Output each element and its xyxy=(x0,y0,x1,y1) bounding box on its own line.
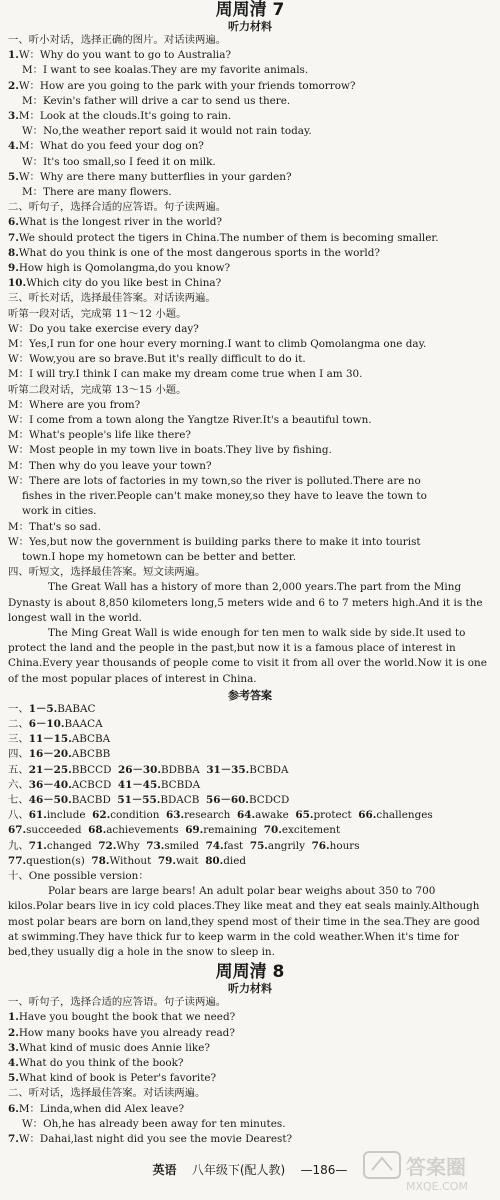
line-text: W：I come from a town along the Yangtze River.It's a beautiful town. xyxy=(8,414,372,427)
line-text: M：There are many flowers. xyxy=(22,186,172,199)
line-text: W：No,the weather report said it would not rain today. xyxy=(22,125,312,138)
script-line xyxy=(8,520,492,535)
line-text: What kind of music does Annie like? xyxy=(18,1041,210,1054)
script-line xyxy=(8,155,492,170)
answer-number: 68. xyxy=(88,824,107,837)
answer-row xyxy=(8,808,492,823)
script-line xyxy=(8,200,492,215)
answer-row xyxy=(8,778,492,793)
answer-value: BCDCD xyxy=(248,793,290,806)
script-line xyxy=(8,139,492,154)
answer-number: 62. xyxy=(92,809,111,822)
line-text: M：I will try.I think I can make my dream come true when I am 30. xyxy=(8,368,363,381)
section-title: 周周清 8 xyxy=(215,962,285,983)
script-line xyxy=(8,398,492,413)
script-line xyxy=(8,474,492,489)
line-text: work in cities. xyxy=(22,505,97,518)
line-text: W：It's too small,so I feed it on milk. xyxy=(22,155,216,168)
answer-row xyxy=(8,717,492,732)
script-line xyxy=(8,550,492,565)
answer-part-label: 二、 xyxy=(8,717,29,730)
script-line xyxy=(8,383,492,398)
listening-script xyxy=(8,995,492,1147)
item-number: 3. xyxy=(8,110,19,123)
answer-value: died xyxy=(223,854,247,867)
item-number: 2. xyxy=(8,79,19,92)
answer-row xyxy=(8,793,492,808)
line-text: How high is Qomolangma,do you know? xyxy=(18,262,231,275)
answer-row xyxy=(8,854,492,869)
answer-number: 67. xyxy=(8,824,27,837)
answer-number: 80. xyxy=(205,854,224,867)
answer-part-label: 四、 xyxy=(8,748,29,761)
answer-value: BBCCD xyxy=(71,763,112,776)
script-line xyxy=(8,185,492,200)
answer-value: research xyxy=(184,809,231,822)
line-text: W：Most people in my town live in boats.They live by fishing. xyxy=(8,444,332,457)
script-line xyxy=(8,1117,492,1132)
answer-number: 6－10. xyxy=(28,717,65,730)
script-line xyxy=(8,1010,492,1025)
script-line xyxy=(8,428,492,443)
answer-value: succeeded xyxy=(26,824,82,837)
script-line xyxy=(8,276,492,291)
answer-row xyxy=(8,839,492,854)
answer-part-label: 五、 xyxy=(8,763,29,776)
svg-text:MXQE.COM: MXQE.COM xyxy=(406,1180,468,1193)
answer-value: hours xyxy=(329,839,360,852)
line-text: M：Linda,when did Alex leave? xyxy=(18,1102,185,1115)
answer-number: 1－5. xyxy=(28,702,58,715)
script-line xyxy=(8,352,492,367)
listening-material-heading: 听力材料 xyxy=(228,982,272,996)
answer-number: 61. xyxy=(28,809,47,822)
item-number: 7. xyxy=(8,231,19,244)
item-number: 4. xyxy=(8,140,19,153)
script-line xyxy=(8,413,492,428)
line-text: 听第二段对话，完成第 13～15 小题。 xyxy=(8,383,187,396)
answer-value: angrily xyxy=(267,839,305,852)
script-line xyxy=(8,79,492,94)
line-text: M：What do you feed your dog on? xyxy=(18,140,204,153)
answer-number: 65. xyxy=(295,809,314,822)
script-line xyxy=(8,1102,492,1117)
line-text: W：Wow,you are so brave.But it's really difficult to do it. xyxy=(8,353,306,366)
passage-paragraph: The Ming Great Wall is wide enough for ten men to walk side by side.It used to protect the land and the people in the past,but now it is a famous place of interest in China.Every year thousands of people come to visit it from all over the world.Now it is one of the most popular places of interest in China. xyxy=(8,626,487,685)
answer-part-label: 九、 xyxy=(8,839,29,852)
answer-number: 26－30. xyxy=(118,763,161,776)
answer-number: 11－15. xyxy=(28,733,72,746)
answer-value: excitement xyxy=(281,824,341,837)
answer-part-label: 七、 xyxy=(8,793,29,806)
footer-grade: 八年级下(配人教) xyxy=(191,1163,286,1177)
script-line xyxy=(8,109,492,124)
answer-row xyxy=(8,732,492,747)
script-line xyxy=(8,1041,492,1056)
script-line xyxy=(8,1132,492,1147)
writing-label: 十、One possible version： xyxy=(8,869,149,882)
answer-number: 66. xyxy=(358,809,377,822)
answer-number: 72. xyxy=(98,839,117,852)
answer-number: 51－55. xyxy=(117,793,161,806)
item-number: 1. xyxy=(8,1011,19,1024)
script-line xyxy=(8,1026,492,1041)
script-line xyxy=(8,124,492,139)
script-line xyxy=(8,565,492,580)
script-line xyxy=(8,337,492,352)
script-line xyxy=(8,231,492,246)
answer-value: ACBCD xyxy=(71,778,112,791)
line-text: W：Yes,but now the government is building parks there to make it into tourist xyxy=(8,535,421,548)
item-number: 10. xyxy=(8,277,27,290)
script-line xyxy=(8,246,492,261)
line-text: What kind of book is Peter's favorite? xyxy=(18,1072,217,1085)
answer-value: BACBD xyxy=(71,793,111,806)
listening-material-heading: 听力材料 xyxy=(228,20,272,33)
line-text: W：Why do you want to go to Australia? xyxy=(18,49,232,62)
item-number: 3. xyxy=(8,1041,19,1054)
section-week-7 xyxy=(8,0,492,687)
line-text: 二、听对话，选择最佳答案。对话读两遍。 xyxy=(8,1087,206,1100)
answer-value: Without xyxy=(109,854,152,867)
answer-number: 75. xyxy=(249,839,268,852)
answer-row xyxy=(8,823,492,838)
answer-value: challenges xyxy=(376,809,433,822)
line-text: M：Kevin's father will drive a car to send us there. xyxy=(22,94,291,107)
script-line xyxy=(8,261,492,276)
answer-value: include xyxy=(46,809,86,822)
answer-value: changed xyxy=(46,839,92,852)
item-number: 5. xyxy=(8,170,19,183)
answer-number: 64. xyxy=(236,809,256,822)
answer-number: 56－60. xyxy=(206,793,249,806)
script-line xyxy=(8,1086,492,1101)
answer-part-label: 一、 xyxy=(8,702,29,715)
answer-key xyxy=(8,689,492,960)
line-text: fishes in the river.People can't make money,so they have to leave the town to xyxy=(22,490,427,503)
listening-passage xyxy=(8,580,492,686)
answer-value: remaining xyxy=(203,824,258,837)
writing-sample: Polar bears are large bears! An adult polar bear weighs about 350 to 700 kilos.Polar bears live in icy cold places.They like meat and they eat seals mainly.Although most polar bears are born on land,they spend most of their time in the sea.They are good at swimming.They have thick fur to keep warm in the cold weather.When it's time for bed,they usually dig a hole in the snow to sleep in. xyxy=(8,885,480,958)
line-text: What do you think of the book? xyxy=(18,1057,184,1069)
answer-value: BDACB xyxy=(160,793,200,806)
answer-number: 79. xyxy=(157,854,176,867)
line-text: How many books have you already read? xyxy=(18,1026,235,1039)
script-line xyxy=(8,215,492,230)
line-text: W：There are lots of factories in my town,so the river is polluted.There are no xyxy=(8,474,421,487)
answer-value: question(s) xyxy=(26,854,85,867)
script-line xyxy=(8,1056,492,1071)
answer-value: protect xyxy=(313,809,352,822)
item-number: 7. xyxy=(8,1133,19,1146)
line-text: What is the longest river in the world? xyxy=(18,216,222,229)
line-text: M：Where are you from? xyxy=(8,398,141,411)
line-text: M：I want to see koalas.They are my favorite animals. xyxy=(22,64,309,77)
line-text: What do you think is one of the most dangerous sports in the world? xyxy=(18,246,380,259)
answer-number: 76. xyxy=(311,839,330,852)
answer-value: wait xyxy=(175,854,199,867)
script-line xyxy=(8,322,492,337)
answer-number: 69. xyxy=(185,824,204,837)
script-line xyxy=(8,489,492,504)
listening-script xyxy=(8,33,492,580)
answer-row xyxy=(8,747,492,762)
item-number: 4. xyxy=(8,1057,19,1069)
script-line xyxy=(8,63,492,78)
item-number: 9. xyxy=(8,262,19,275)
svg-text:答案圈: 答案圈 xyxy=(406,1155,466,1179)
answer-value: fast xyxy=(223,839,244,852)
answer-value: BABAC xyxy=(57,702,96,715)
script-line xyxy=(8,367,492,382)
answer-number: 16－20. xyxy=(28,748,72,761)
answer-part-label: 三、 xyxy=(8,733,29,746)
answer-value: Why xyxy=(116,839,140,852)
line-text: M：Yes,I run for one hour every morning.I want to climb Qomolangma one day. xyxy=(8,338,427,351)
answer-number: 71. xyxy=(28,839,47,852)
script-line xyxy=(8,504,492,519)
script-line xyxy=(8,48,492,63)
script-line xyxy=(8,94,492,109)
item-number: 6. xyxy=(8,216,19,229)
script-line xyxy=(8,170,492,185)
answer-number: 46－50. xyxy=(28,793,72,806)
item-number: 1. xyxy=(8,49,19,62)
answer-list xyxy=(8,702,492,869)
answer-number: 78. xyxy=(91,854,110,867)
page-number: —186— xyxy=(300,1163,348,1177)
answer-value: achievements xyxy=(106,824,179,837)
line-text: We should protect the tigers in China.The number of them is becoming smaller. xyxy=(18,231,439,244)
answer-number: 74. xyxy=(205,839,224,852)
answer-value: BCBDA xyxy=(160,778,201,791)
answer-value: awake xyxy=(255,809,289,822)
section-week-8 xyxy=(8,962,492,1147)
script-line xyxy=(8,995,492,1010)
answer-value: BAACA xyxy=(64,717,103,730)
script-line xyxy=(8,33,492,48)
passage-paragraph: The Great Wall has a history of more than 2,000 years.The part from the Ming Dynasty is about 8,850 kilometers long,5 meters wide and 6 to 7 meters high.And it is the longest wall in the world. xyxy=(8,581,483,624)
line-text: 听第一段对话，完成第 11～12 小题。 xyxy=(8,307,187,320)
script-line xyxy=(8,307,492,322)
answer-number: 70. xyxy=(263,824,282,837)
answer-number: 21－25. xyxy=(28,763,72,776)
script-line xyxy=(8,291,492,306)
item-number: 5. xyxy=(8,1072,19,1085)
answer-number: 41－45. xyxy=(117,778,161,791)
answer-number: 77. xyxy=(8,854,27,867)
answer-value: BDBBA xyxy=(160,763,200,776)
item-number: 2. xyxy=(8,1026,19,1039)
answer-part-label: 八、 xyxy=(8,809,29,822)
answer-part-label: 六、 xyxy=(8,778,29,791)
line-text: Which city do you like best in China? xyxy=(26,277,222,290)
answer-value: condition xyxy=(110,809,160,822)
watermark-logo xyxy=(362,1150,492,1194)
line-text: M：Then why do you leave your town? xyxy=(8,459,212,472)
script-line xyxy=(8,443,492,458)
line-text: M：Look at the clouds.It's going to rain. xyxy=(18,110,232,123)
answer-value: smiled xyxy=(164,839,199,852)
section-title: 周周清 7 xyxy=(215,0,285,20)
footer-subject: 英语 xyxy=(152,1163,177,1177)
line-text: 四、听短文，选择最佳答案。短文读两遍。 xyxy=(8,566,206,579)
item-number: 8. xyxy=(8,246,19,259)
line-text: town.I hope my hometown can be better and better. xyxy=(22,550,297,563)
line-text: W：How are you going to the park with your friends tomorrow? xyxy=(18,79,356,92)
answer-number: 31－35. xyxy=(206,763,250,776)
line-text: Have you bought the book that we need? xyxy=(18,1011,236,1024)
answer-number: 36－40. xyxy=(28,778,72,791)
line-text: W：Dahai,last night did you see the movie Dearest? xyxy=(18,1133,293,1146)
answer-number: 73. xyxy=(146,839,165,852)
script-line xyxy=(8,1071,492,1086)
line-text: W：Oh,he has already been away for ten minutes. xyxy=(22,1117,286,1130)
answer-row xyxy=(8,763,492,778)
answer-value: ABCBA xyxy=(71,733,111,746)
script-line xyxy=(8,459,492,474)
answer-key-heading: 参考答案 xyxy=(228,688,272,702)
answer-value: ABCBB xyxy=(71,748,111,761)
line-text: W：Do you take exercise every day? xyxy=(8,322,199,335)
item-number: 6. xyxy=(8,1102,19,1115)
line-text: M：What's people's life like there? xyxy=(8,429,191,442)
line-text: 一、听小对话，选择正确的图片。对话读两遍。 xyxy=(8,34,227,46)
line-text: 三、听长对话，选择最佳答案。对话读两遍。 xyxy=(8,292,216,305)
answer-row xyxy=(8,702,492,717)
line-text: M：That's so sad. xyxy=(8,520,101,533)
line-text: 二、听句子，选择合适的应答语。句子读两遍。 xyxy=(8,201,227,214)
answer-number: 63. xyxy=(166,809,185,822)
answer-value: BCBDA xyxy=(249,763,289,776)
script-line xyxy=(8,535,492,550)
line-text: 一、听句子，选择合适的应答语。句子读两遍。 xyxy=(8,996,227,1009)
line-text: W：Why are there many butterflies in your garden? xyxy=(18,170,292,183)
